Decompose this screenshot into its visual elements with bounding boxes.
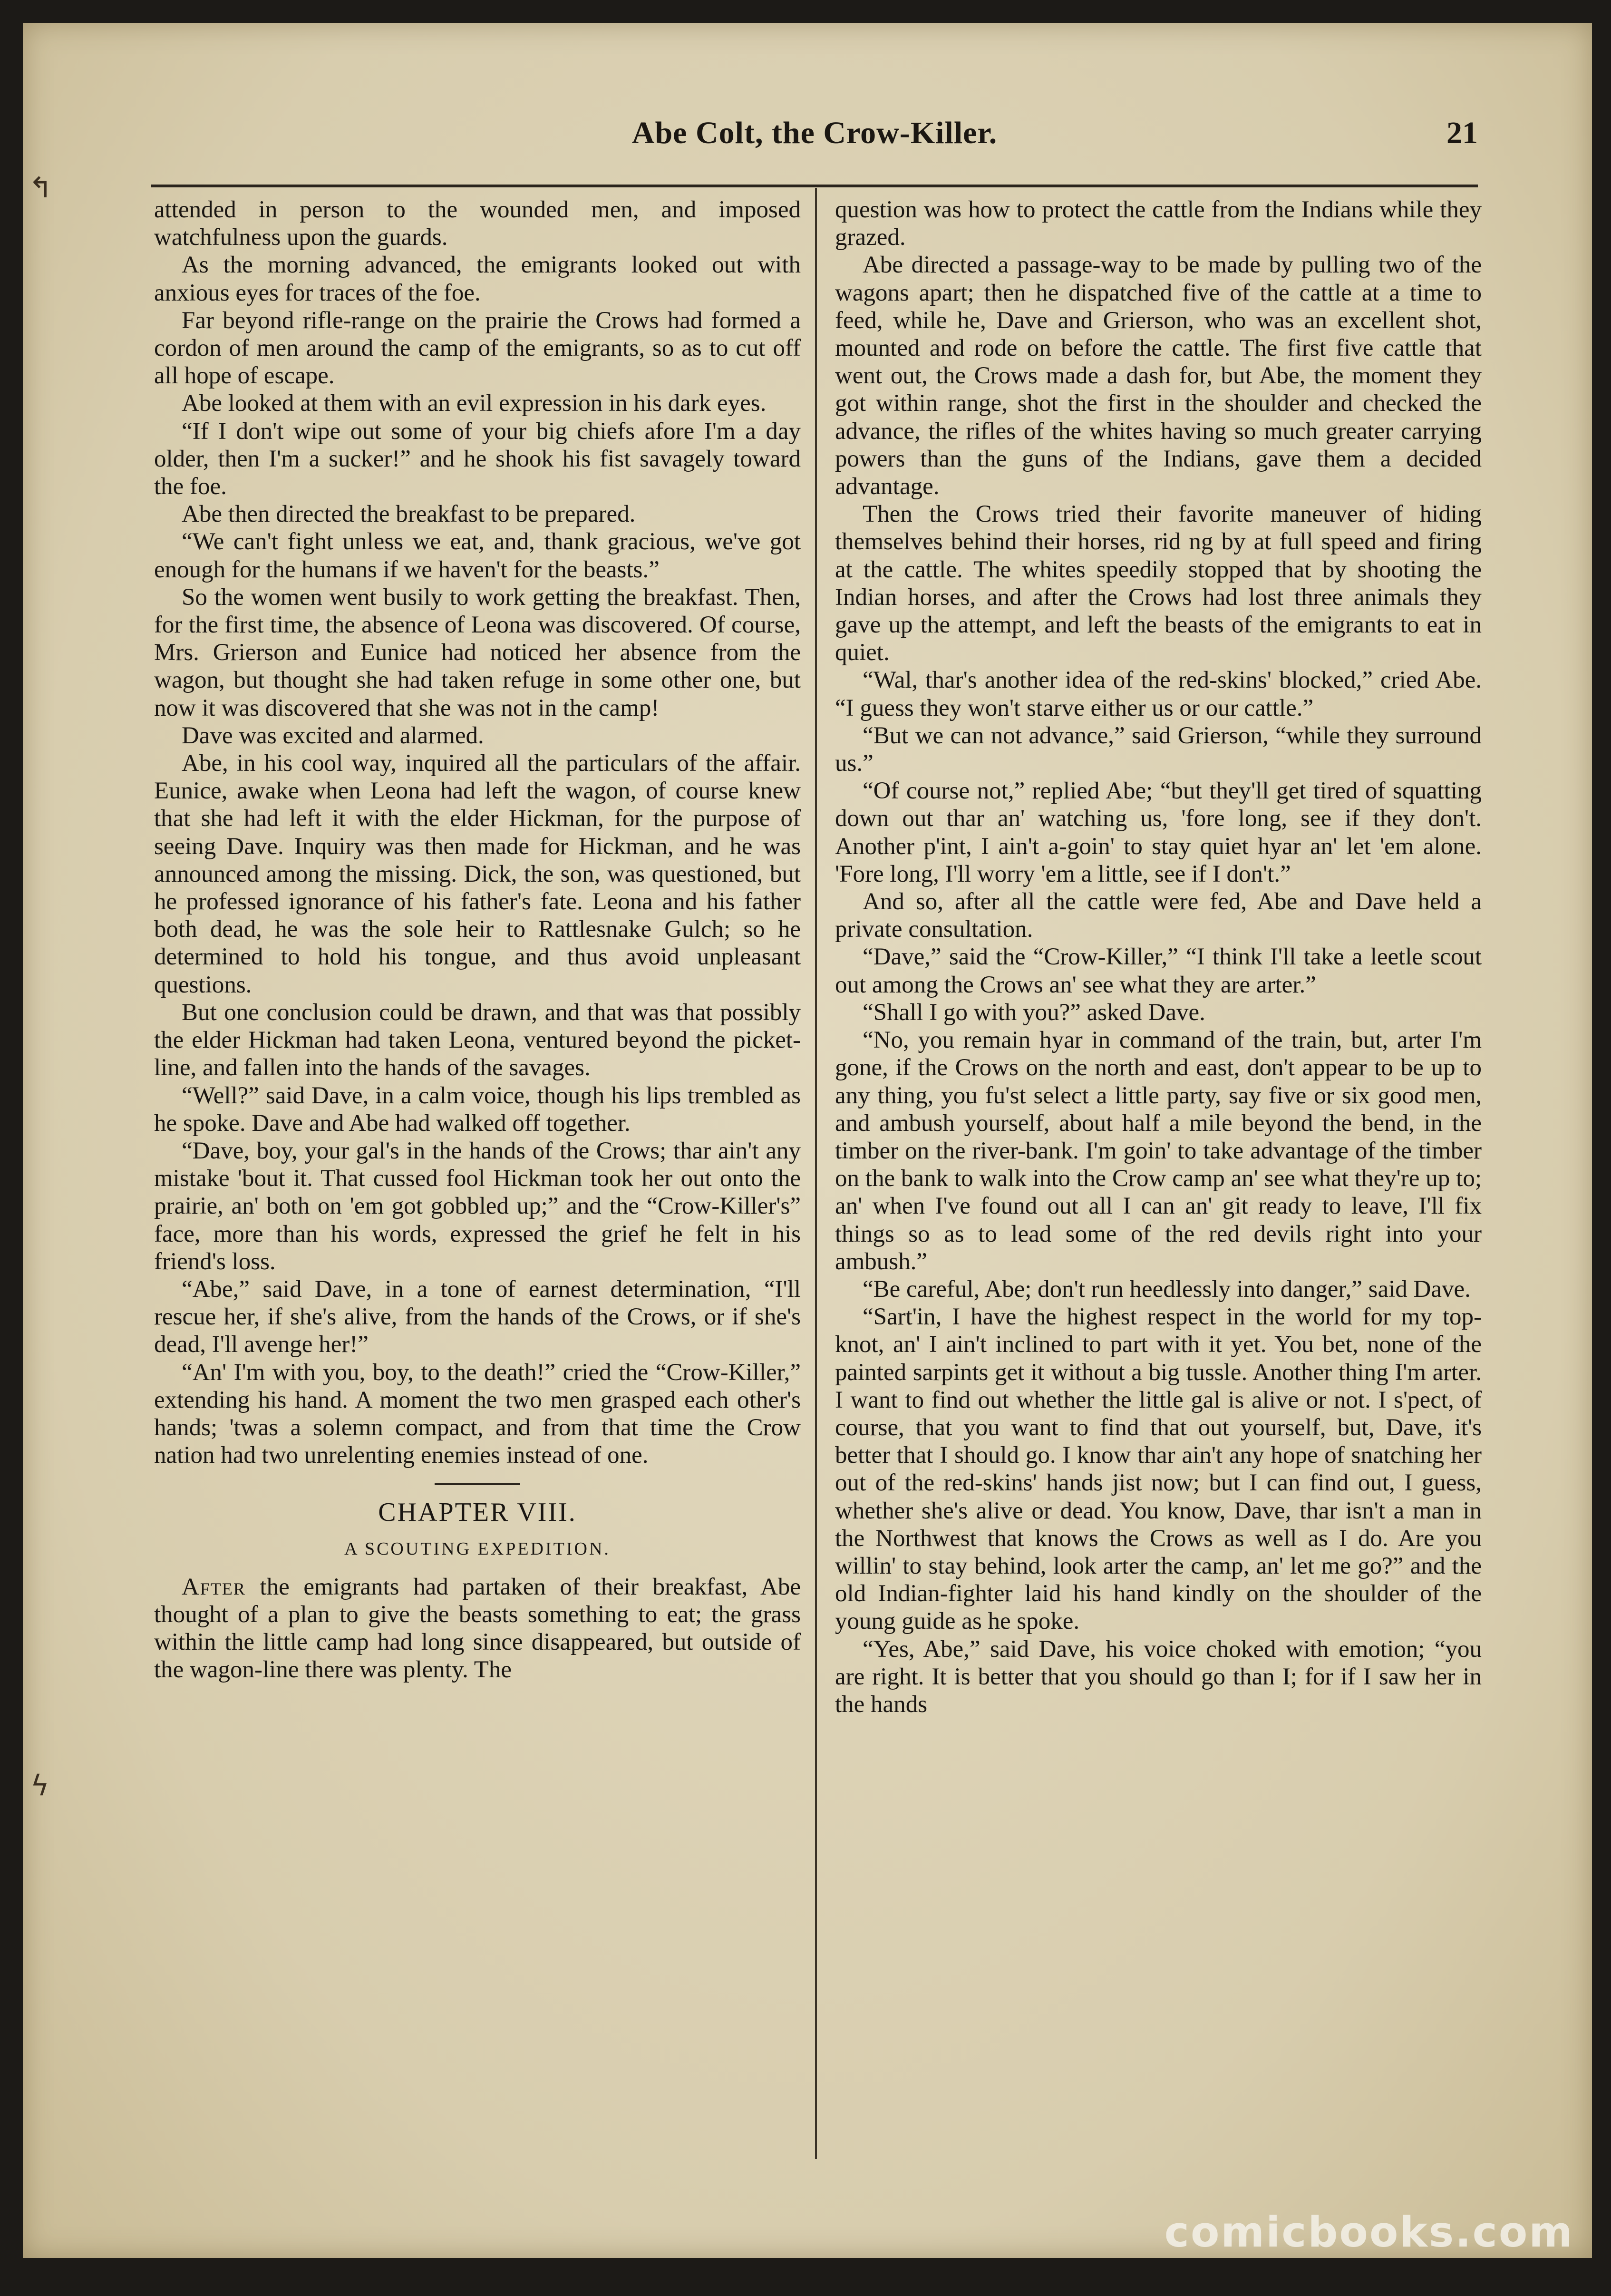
paragraph: “But we can not advance,” said Grierson, “while they surround us.” — [835, 722, 1482, 777]
paragraph: Dave was excited and alarmed. — [182, 722, 484, 749]
header-rule — [151, 185, 1478, 187]
running-header — [151, 106, 1478, 158]
chapter-subtitle: A SCOUTING EXPEDITION. — [344, 1538, 611, 1559]
paragraph: “No, you remain hyar in command of the train, but, arter I'm gone, if the Crows on the north and east, don't appear to be up to any thing, you fu'st select a little party, say five or six good men, and ambush yourself, about half a mile beyond the bend, in the timber on the river-bank. I'm goin' to take advantage of the timber on the bank to walk into the Crow camp an' see what they're up to; an' when I've found out all I can an' git ready to leave, I'll fix things so as to lead some of the red devils right into your ambush.” — [835, 1027, 1482, 1275]
paragraph: And so, after all the cattle were fed, Abe and Dave held a private consultation. — [835, 888, 1482, 943]
paragraph: “Dave,” said the “Crow-Killer,” “I think I'll take a leetle scout out among the Crows an' see what they are arter.” — [835, 944, 1482, 998]
paragraph: “We can't fight unless we eat, and, thank gracious, we've got enough for the humans if we haven't for the beasts.” — [154, 528, 801, 583]
right-column — [835, 196, 1482, 2165]
page-number: 21 — [1446, 116, 1478, 150]
paragraph: attended in person to the wounded men, and imposed watchfulness upon the guards. — [154, 196, 801, 251]
paragraph: “Yes, Abe,” said Dave, his voice choked with emotion; “you are right. It is better that you should go than I; for if I saw her in the hands — [835, 1635, 1482, 1718]
chapter-opening-text: the emigrants had partaken of their breakfast, Abe thought of a plan to give the beasts something to eat; the grass within the little camp had long since disappeared, but outside of the wagon-line there was plenty. The — [154, 1573, 801, 1683]
section-divider — [435, 1483, 520, 1485]
paragraph: “Wal, thar's another idea of the red-skins' blocked,” cried Abe. “I guess they won't starve either us or our cattle.” — [835, 667, 1482, 721]
left-column — [154, 196, 801, 2165]
paragraph: So the women went busily to work getting the breakfast. Then, for the first time, the absence of Leona was discovered. Of course, Mrs. Grierson and Eunice had noticed her absence from the wagon, but thought she had taken refuge in some other one, but now it was discovered that she was not in the camp! — [154, 584, 801, 721]
paragraph: “Be careful, Abe; don't run heedlessly into danger,” said Dave. — [863, 1275, 1471, 1303]
paragraph: But one conclusion could be drawn, and that was that possibly the elder Hickman had taken Leona, ventured beyond the picket-line, and fallen into the hands of the savages. — [154, 999, 801, 1081]
paragraph: Abe, in his cool way, inquired all the particulars of the affair. Eunice, awake when Leona had left the wagon, of course knew that she had left it with the elder Hickman, for the purpose of seeing Dave. Inquiry was then made for Hickman, and he was announced among the missing. Dick, the son, was questioned, but he professed ignorance of his father's fate. Leona and his father both dead, he was the sole heir to Rattlesnake Gulch; so he determined to hold his tongue, and thus avoid unpleasant questions. — [154, 750, 801, 998]
chapter-heading: CHAPTER VIII. — [378, 1498, 577, 1527]
paragraph: “An' I'm with you, boy, to the death!” cried the “Crow-Killer,” extending his hand. A moment the two men grasped each other's hands; 'twas a solemn compact, and from that time the Crow nation had two unrelenting enemies instead of one. — [154, 1359, 801, 1469]
paragraph: “Shall I go with you?” asked Dave. — [863, 999, 1205, 1026]
paragraph: Abe then directed the breakfast to be prepared. — [182, 501, 636, 528]
paragraph: “Abe,” said Dave, in a tone of earnest determination, “I'll rescue her, if she's alive, from the hands of the Crows, or if she's dead, I'll avenge her!” — [154, 1275, 801, 1358]
paragraph: Abe directed a passage-way to be made by pulling two of the wagons apart; then he dispatched five of the cattle at a time to feed, while he, Dave and Grierson, who was an excellent shot, mounted and rode on before the cattle. The first five cattle that went out, the Crows made a dash for, but Abe, the moment they got within range, shot the first in the shoulder and checked the advance, the rifles of the whites having so much greater carrying powers than the guns of the Indians, gave them a decided advantage. — [835, 252, 1482, 500]
margin-mark-icon: ↰ — [29, 171, 53, 204]
paragraph: As the morning advanced, the emigrants looked out with anxious eyes for traces of the foe. — [154, 252, 801, 306]
paragraph: Then the Crows tried their favorite maneuver of hiding themselves behind their horses, rid ng by at full speed and firing at the cattle. The whites speedily stopped that by shooting the Indian horses, and after the Crows had lost three animals they gave up the attempt, and left the beasts of the emigrants to eat in quiet. — [835, 501, 1482, 666]
paragraph: “Well?” said Dave, in a calm voice, though his lips trembled as he spoke. Dave and Abe had walked off together. — [154, 1082, 801, 1137]
paragraph: Abe looked at them with an evil expression in his dark eyes. — [182, 390, 767, 417]
column-divider — [815, 188, 817, 2159]
paragraph: “Of course not,” replied Abe; “but they'll get tired of squatting down out thar an' watching us, 'fore long, see if they don't. Another p'int, I ain't a-goin' to stay quiet hyar an' let 'em alone. 'Fore long, I'll worry 'em a little, see if I don't.” — [835, 778, 1482, 887]
running-title: Abe Colt, the Crow-Killer. — [631, 116, 998, 150]
paragraph: “Dave, boy, your gal's in the hands of the Crows; thar ain't any mistake 'bout it. That cussed fool Hickman took her out onto the prairie, an' both on 'em got gobbled up;” and the “Crow-Killer's” face, more than his words, expressed the grief he felt in his friend's loss. — [154, 1137, 801, 1275]
paragraph: question was how to protect the cattle from the Indians while they grazed. — [835, 196, 1482, 251]
site-watermark: comicbooks.com — [1164, 2208, 1574, 2257]
paragraph: Far beyond rifle-range on the prairie the Crows had formed a cordon of men around the camp of the emigrants, so as to cut off all hope of escape. — [154, 307, 801, 389]
margin-mark-icon: ϟ — [30, 1769, 49, 1802]
paragraph: “If I don't wipe out some of your big chiefs afore I'm a day older, then I'm a sucker!” and he shook his fist savagely toward the foe. — [154, 418, 801, 500]
chapter-first-word: After — [182, 1573, 246, 1600]
chapter-opening-paragraph — [154, 1573, 801, 1684]
paragraph: “Sart'in, I have the highest respect in the world for my top-knot, an' I ain't inclined to part with it yet. You bet, none of the painted sarpints get it without a big tussle. Another thing I'm arter. I want to find out whether the little gal is alive or not. I s'pect, of course, that you want to find that out yourself, but, Dave, it's better that I should go. I know thar ain't any hope of snatching her out of the red-skins' hands jist now; but I can find out, I guess, whether she's alive or dead. You know, Dave, thar isn't a man in the Northwest that knows the Crows as well as I do. Are you willin' to stay behind, look arter the camp, an' let me go?” and the old Indian-fighter laid his hand kindly on the shoulder of the young guide as he spoke. — [835, 1304, 1482, 1635]
